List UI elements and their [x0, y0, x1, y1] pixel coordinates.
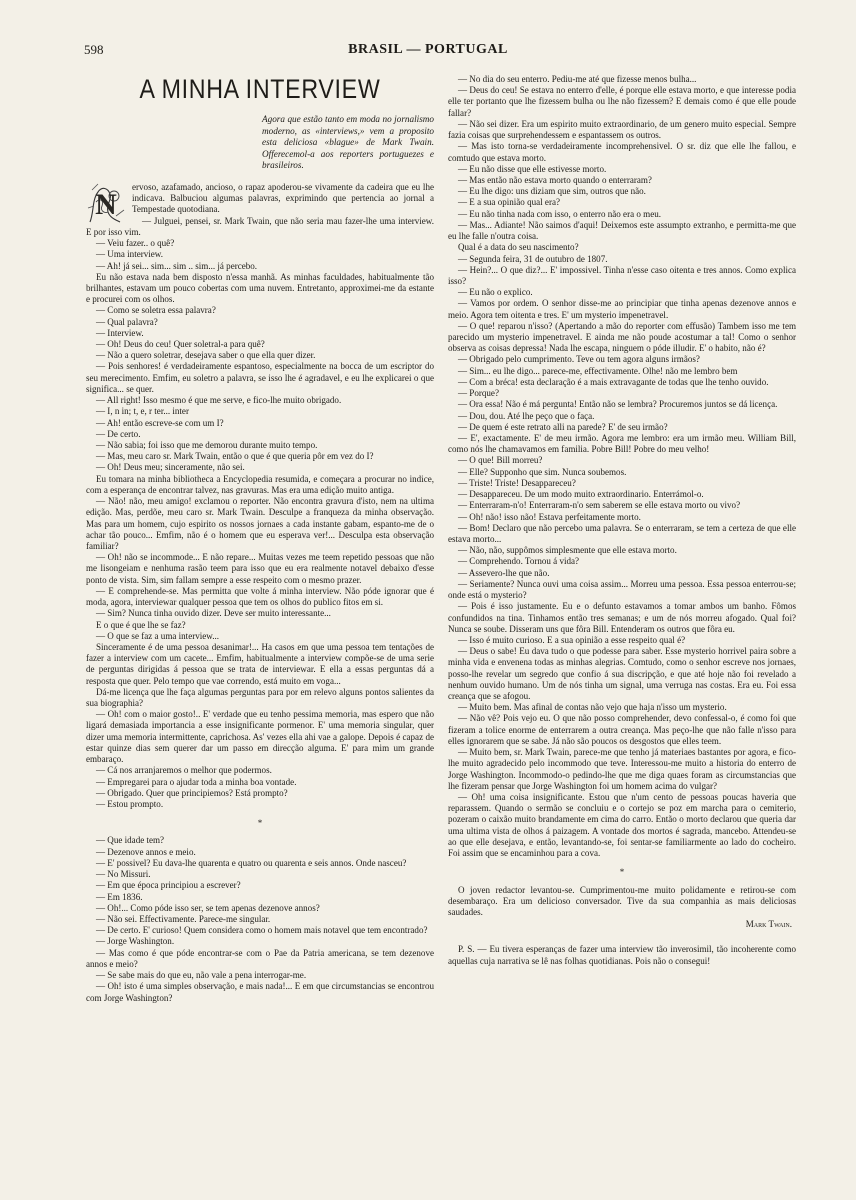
paragraph: — Eu não tinha nada com isso, o enterro não era o meu.: [458, 208, 661, 219]
signature: [448, 919, 796, 930]
paragraph: — Oh! isto é uma simples observação, e mais nada!... E em que circumstancias se encontrou com Jorge Washington?: [86, 981, 434, 1003]
paragraph: — Oh! não se incommode... E não repare... Muitas vezes me teem repetido pessoas que não me lisongeiam e nenhuma rasão teem para isso que eu era realmente notavel debaixo d'esse ponto de vista. Sim, sim fallam sempre a esse respeito com o mesmo prazer.: [86, 552, 434, 585]
paragraph: — Em que época principiou a escrever?: [96, 880, 241, 891]
paragraph: — Obrigado pelo cumprimento. Teve ou tem agora alguns irmãos?: [458, 354, 700, 365]
article-title: A MINHA INTERVIEW: [139, 74, 381, 104]
paragraph: — Empregarei para o ajudar toda a minha boa vontade.: [96, 776, 297, 787]
paragraph: — Veiu fazer.. o quê?: [96, 238, 175, 249]
paragraph: — Eu não disse que elle estivesse morto.: [458, 163, 607, 174]
paragraph: — Eu lhe digo: uns diziam que sim, outros que não.: [458, 186, 646, 197]
paragraph: — O que se faz a uma interview...: [96, 630, 220, 641]
right-body: [448, 74, 796, 859]
paragraph: — Muito bem, sr. Mark Twain, parece-me que tenho já materiaes bastantes por agora, e fico-lhe muito agradecido pelo incommodo que teve. Interessou-me muito a historia do enterro de Jorge Washington. Incommodo-o pedindo-lhe que me diga quaes foram as circumstancias que lhe fizeram pensar que Jorge Washington foi um homem acima do vulgar?: [448, 747, 796, 791]
paragraph: — De quem é este retrato alli na parede? E' de seu irmão?: [458, 421, 668, 432]
paragraph: — Oh! Deus meu; sinceramente, não sei.: [96, 462, 245, 473]
paragraph: — De certo.: [96, 428, 141, 439]
paragraph: — Não sabia; foi isso que me demorou durante muito tempo.: [96, 440, 318, 450]
paragraph: Qual é a data do seu nascimento?: [458, 242, 579, 253]
paragraph: — Segunda feira, 31 de outubro de 1807.: [458, 253, 608, 264]
paragraph: — Qual palavra?: [96, 316, 158, 327]
paragraph: — Que idade tem?: [96, 835, 165, 846]
paragraph: — Ah! já sei... sim... sim .. sim... já percebo.: [96, 260, 258, 271]
paragraph: — Eu não o explico.: [458, 287, 533, 298]
closing-paragraph: O joven redactor levantou-se. Cumprimentou-me muito polidamente e retirou-se com desembaraço. Era um delicioso conversador. Tive da sua companhia as mais deliciosas saudades.: [448, 884, 796, 917]
dropcap-letter: N: [95, 187, 117, 221]
paragraph: — Não a quero soletrar, desejava saber o que ella quer dizer.: [96, 350, 316, 361]
paragraph: — Dou, dou. Até lhe peço que o faça.: [458, 410, 595, 421]
paragraph: — Não sei dizer. Era um espirito muito extraordinario, de um genero muito especial. Sempre fazia coisas que surprehendessem e espantassem os outros.: [448, 118, 796, 141]
paragraph: — Desappareceu. De um modo muito extraordinario. Enterrámol-o.: [458, 489, 704, 500]
paragraph: — Com a bréca! esta declaração é a mais extravagante de todas que lhe tenho ouvido.: [458, 376, 769, 387]
paragraph: Eu não estava nada bem disposto n'essa manhã. As minhas faculdades, habitualmente tão brilhantes, estavam um pouco cobertas com uma nuvem. Entretanto, approximei-me da estante e procurei com os olhos.: [86, 271, 434, 305]
paragraph: — Em 1836.: [96, 891, 143, 902]
paragraph: — Cá nos arranjaremos o melhor que podermos.: [96, 765, 272, 776]
paragraph: — All right! Isso mesmo é que me serve, e fico-lhe muito obrigado.: [96, 395, 342, 406]
page-number: 598: [84, 42, 104, 57]
paragraph: — No dia do seu enterro. Pediu-me até que fizesse menos bulha...: [458, 74, 697, 84]
paragraph: — I, n in; t, e, r ter... inter: [96, 406, 189, 417]
paragraph: Eu tomara na minha bibliotheca a Encyclopedia resumida, e começara a procurar no indice, com a esperança de encontrar talvez, nas gravuras. Mas era uma edição muito antiga.: [86, 473, 434, 495]
paragraph: — Estou prompto.: [96, 799, 164, 809]
paragraph: — Não, não, suppômos simplesmente que elle estava morto.: [458, 545, 677, 556]
paragraph: Sinceramente é de uma pessoa desanimar!... Ha casos em que uma pessoa tem tentações de fazer a interview com um cacete... Emfim, habitualmente a interview compõe-se de uma serie de perguntas dirigidas á pessoa que se trata de interviewar. E ella a essas perguntas dá a resposta que quer. Pelo tempo que vae correndo, está muito em voga...: [86, 641, 434, 686]
paragraph: — E', exactamente. E' de meu irmão. Agora me lembro: era um irmão meu. William Bill, como nós lhe chamavamos em familia. Pobre Bill! Pobre do meu velho!: [448, 433, 796, 455]
paragraph: — Como se soletra essa palavra?: [96, 305, 216, 316]
paragraph: — E a sua opinião qual era?: [458, 197, 560, 208]
paragraph: — Não sei. Effectivamente. Parece-me singular.: [96, 913, 271, 924]
left-column: [86, 74, 434, 1004]
paragraph: — E comprehende-se. Mas permitta que volte á minha interview. Não póde ignorar que é moda, agora, interviewar qualquer pessoa que tem os olhos do publico fitos em si.: [86, 585, 434, 608]
right-column: [448, 74, 796, 967]
left-body: [86, 182, 434, 810]
paragraph: — Mas, meu caro sr. Mark Twain, então o que é que queria pôr em vez do I?: [96, 451, 374, 462]
paragraph: — Se sabe mais do que eu, não vale a pena interrogar-me.: [96, 970, 307, 981]
paragraph: — Deus do ceu! Se estava no enterro d'elle, é porque elle estava morto, e que interesse podia elle ter portanto que lhe fizessem bulha ou lhe não fizessem? E demais como é que elle poude fallar?: [448, 85, 796, 118]
paragraph: — Mas como é que póde encontrar-se com o Pae da Patria americana, se tem dezenove annos e meio?: [86, 947, 434, 969]
paragraph: — Oh!... Como póde isso ser, se tem apenas dezenove annos?: [96, 902, 320, 913]
paragraph: — Assevero-lhe que não.: [458, 567, 550, 578]
paragraph: — Bom! Declaro que não percebo uma palavra. Se o enterraram, se tem a certeza de que elle estava morto...: [448, 522, 796, 544]
dropcap-illustration: [86, 182, 126, 226]
paragraph: — Ora essa! Não é má pergunta! Então não se lembra? Procuremos juntos se dá licença.: [458, 399, 778, 410]
paragraph: — O que! Bill morreu?: [458, 455, 543, 466]
paragraph: — Elle? Supponho que sim. Nunca soubemos.: [458, 466, 627, 477]
paragraph: — Comprehendo. Tornou á vida?: [458, 556, 580, 567]
paragraph: — Enterraram-n'o! Enterraram-n'o sem saberem se elle estava morto ou vivo?: [458, 500, 741, 511]
left-body-2: [86, 835, 434, 1003]
section-mark: *: [257, 818, 263, 829]
paragraph: — No Missuri.: [96, 869, 151, 880]
paragraph: — Pois é isso justamente. Eu e o defunto estavamos a tomar ambos um banho. Fômos confundidos na tina. Tinhamos então tres semanas; e um de nós morreu afogado. Qual foi? Nunca se soube. Disseram uns que fôra Bill. Entenderam os outros que fôra eu.: [448, 601, 796, 634]
signature-name: Mark Twain.: [745, 919, 792, 930]
paragraph: — Uma interview.: [96, 249, 163, 260]
paragraph: — Jorge Washington.: [96, 936, 175, 947]
paragraph: — Interview.: [96, 327, 144, 338]
paragraph: — E' possivel? Eu dava-lhe quarenta e quatro ou quarenta e seis annos. Onde nasceu?: [96, 857, 407, 868]
paragraph: — O que! reparou n'isso? (Apertando a mão do reporter com effusão) Tambem isso me tem parecido um mysterio impenetravel. E ainda me não poude acostumar a tal! Como o senhor observa as coisas depressa! Nada lhe escapa, ninguem o póde illudir. E' o habito, não é?: [448, 320, 796, 354]
paragraph: — Mas... Adiante! Não saimos d'aqui! Deixemos este assumpto extranho, e permitta-me que eu lhe falle n'outra coisa.: [448, 219, 796, 242]
paragraph: — Seriamente? Nunca ouvi uma coisa assim... Morreu uma pessoa. Essa pessoa enterrou-se; onde está o mysterio?: [448, 578, 796, 601]
paragraph: — De certo. E' curioso! Quem considera como o homem mais notavel que tem encontrado?: [96, 925, 428, 936]
paragraph: — Oh! com o maior gosto!.. E' verdade que eu tenho pessima memoria, mas espero que não ligará demasiada importancia a esse insignificante pormenor. E' uma memoria singular, quer dizer uma memoria intermittente, caprichosa. As' vezes ella ahi vae a galope. Depois é capaz de estar quinze dias sem querer dar um passo em direcção alguma. E' para mim um grande embaraço.: [86, 709, 434, 765]
paragraph: — Ah! então escreve-se com um I?: [96, 417, 224, 428]
paragraph: — Porque?: [458, 388, 499, 399]
paragraph: — Não vê? Pois vejo eu. O que não posso comprehender, devo confessal-o, é como foi que fizeram a tolice enorme de enterrarem a outra creança. Mas peço-lhe que não falle n'isso para elles ignorarem que se sabe. Já não são poucos os desgostos que elles teem.: [448, 713, 796, 746]
running-head: BRASIL — PORTUGAL: [348, 42, 508, 57]
epigraph: Agora que estão tanto em moda no jornalismo moderno, as «interviews,» vem a proposito esta deliciosa «blague» de Mark Twain. Offerecemol-a aos reporters portuguezes e brasileiros.: [262, 114, 434, 171]
paragraph: — Muito bem. Mas afinal de contas não vejo que haja n'isso um mysterio.: [458, 702, 727, 713]
paragraph: — Pois senhores! é verdadeiramente espantoso, especialmente na bocca de um escriptor do seu merecimento. Emfim, eu soletro a palavra, se isso lhe é agradavel, e eu lhe explicarei o que significa... se quer.: [86, 361, 434, 394]
paragraph: E o que é que lhe se faz?: [96, 619, 186, 630]
paragraph: — Sim... eu lhe digo... parece-me, effectivamente. Olhe! não me lembro bem: [458, 365, 738, 376]
paragraph: — Obrigado. Quer que principiemos? Está prompto?: [96, 787, 288, 798]
paragraph: — Oh! uma coisa insignificante. Estou que n'um cento de pessoas poucas haveria que reparassem. Quando o sermão se concluiu e o cortejo se poz em marcha para o cemiterio, pozeram o caixão muito brandamente em cima do carro. Então o morto declarou que queria dar uma ultima vista de olhos á paizagem. A vontade dos mortos é sagrada, mancebo. Attendeu-se ao que elle desejava, e então, levantando-se, foi sentar-se familiarmente ao lado do cocheiro. Foi assim que se encaminhou para a cova.: [448, 792, 796, 859]
right-section-mark: *: [619, 867, 625, 878]
postscript: P. S. — Eu tivera esperanças de fazer uma interview tão inverosimil, tão incoherente como aquellas cuja narrativa se lê nas folhas quotidianas. Pois não o consegui!: [448, 944, 796, 966]
paragraph: — Isso é muito curioso. E a sua opinião a esse respeito qual é?: [458, 634, 686, 645]
paragraph: — Mas isto torna-se verdadeiramente incomprehensivel. O sr. diz que elle lhe fallou, e comtudo que estava morto.: [448, 141, 796, 163]
paragraph: — Julguei, pensei, sr. Mark Twain, que não seria mau fazer-lhe uma interview. E por isso vim.: [86, 215, 434, 237]
paragraph: — Deus o sabe! Eu dava tudo o que podesse para saber. Esse mysterio horrivel paira sobre a minha vida e envenena todas as minhas alegrias. Comtudo, como o senhor escreve nos jornaes, posso-lhe revelar um segredo que confio á sua discripção, e que até hoje não foi revelado a nenhum ouvido humano. Um de nós tinha um signal, uma verruga nas costas. Era eu. Foi essa creança que se afogou.: [448, 646, 796, 702]
paragraph: — Vamos por ordem. O senhor disse-me ao principiar que tinha apenas dezenove annos e meio. Agora tem oitenta e tres. E' um mysterio impenetravel.: [448, 298, 796, 320]
paragraph: — Sim? Nunca tinha ouvido dizer. Deve ser muito interessante...: [96, 608, 331, 619]
paragraph: — Triste! Triste! Desappareceu?: [458, 477, 576, 488]
paragraph: Dá-me licença que lhe faça algumas perguntas para por em relevo alguns pontos salientes da sua biographia?: [86, 686, 434, 709]
paragraph: — Mas então não estava morto quando o enterraram?: [458, 174, 652, 185]
paragraph: ervoso, azafamado, ancioso, o rapaz apoderou-se vivamente da cadeira que eu lhe indicava. Balbuciou algumas palavras, exprimindo que pertencia ao jornal a Tempestade quotodiana.: [132, 181, 434, 215]
paragraph: — Dezenove annos e meio.: [96, 846, 196, 857]
paragraph: — Oh! Deus do ceu! Quer soletral-a para quê?: [96, 339, 265, 350]
paragraph: — Não! não, meu amigo! exclamou o reporter. Não encontra gravura d'isto, nem na ultima edição. Mas, perdõe, meu caro sr. Mark Twain. Desculpe a franqueza da minha observação. Mas para um homem, cujo espirito os nossos jornaes a cada instante gabam, espanto-me de o achar tão pouco... Emfim, não é o homem que eu esperava ver!... Desculpa esta observação familiar?: [86, 496, 434, 551]
paragraph: — Hein?... O que diz?... E' impossivel. Tinha n'esse caso oitenta e tres annos. Como explica isso?: [448, 264, 796, 286]
paragraph: — Oh! não! isso não! Estava perfeitamente morto.: [458, 511, 641, 522]
